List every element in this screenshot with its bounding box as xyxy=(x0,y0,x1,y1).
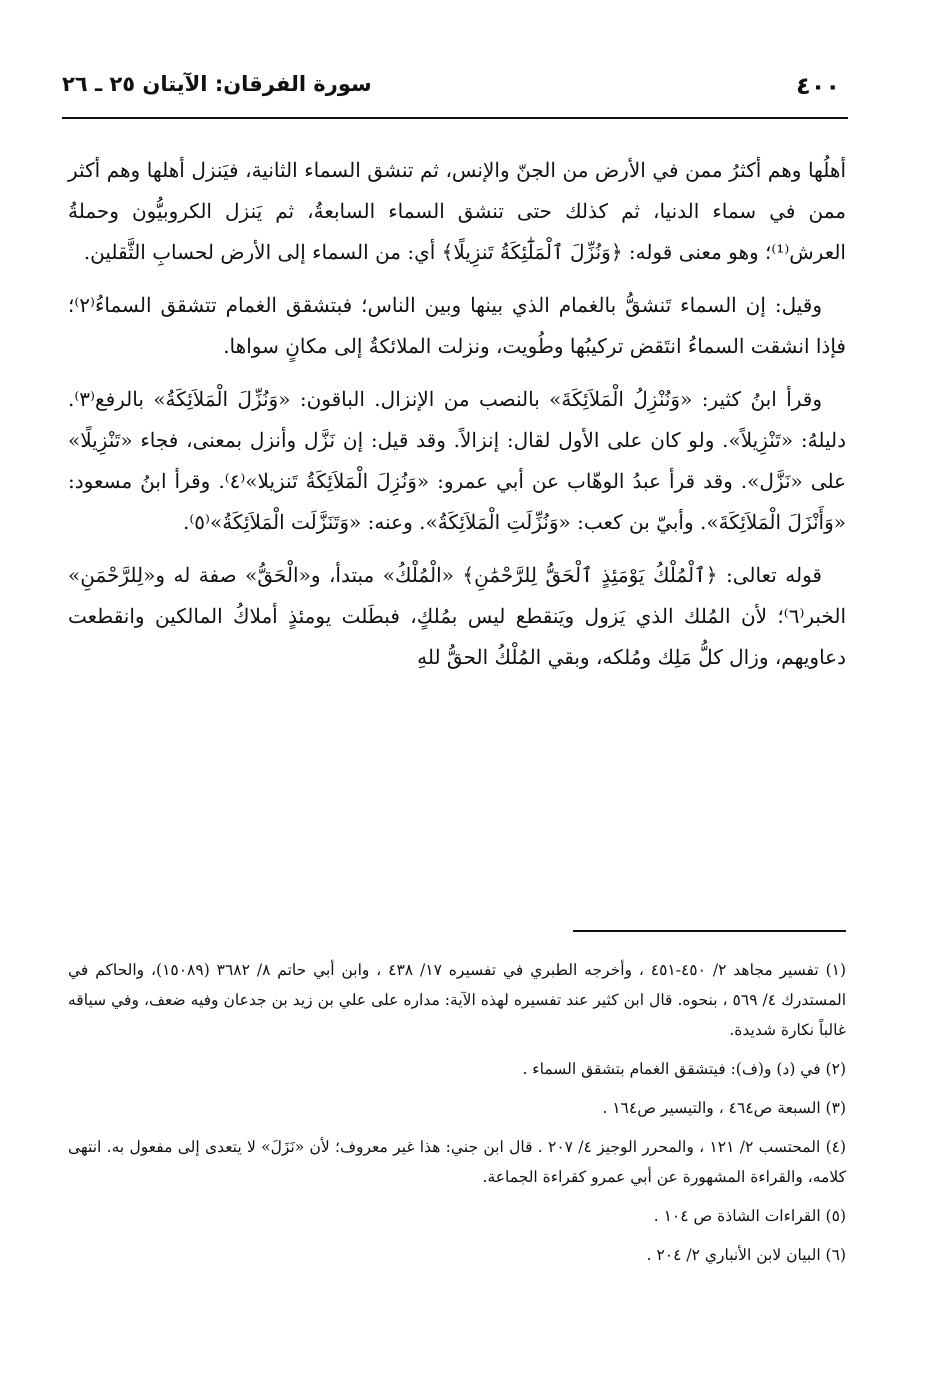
footnote-3: (٣) السبعة ص٤٦٤ ، والتيسير ص١٦٤ . xyxy=(602,1099,846,1117)
footnote-5: (٥) القراءات الشاذة ص ١٠٤ . xyxy=(653,1207,846,1225)
page-header xyxy=(62,62,848,118)
main-text xyxy=(68,150,846,690)
paragraph-4: قوله تعالى: ﴿ٱلْمُلْكُ يَوْمَئِذٍ ٱلْحَقُّ لِلرَّحْمَٰنِ﴾ «الْمُلْكُ» مبتدأ، و«الْحَقُّ» صفة له و«لِلرَّحْمَنِ» الخبر⁽٦⁾؛ لأن المُلك الذي يَزول ويَنقطع ليس بمُلكٍ، فبطَلت يومئذٍ أملاكُ المالكين وانقطعت دعاويهم، وزال كلُّ مَلِك ومُلكه، وبقي المُلْكُ الحقُّ للهِ xyxy=(68,563,846,669)
footnote-1: (١) تفسير مجاهد ٢/ ٤٥٠-٤٥١ ، وأخرجه الطبري في تفسيره ١٧/ ٤٣٨ ، وابن أبي حاتم ٨/ ٣٦٨٢ (١٥٠٨٩)، والحاكم في المستدرك ٤/ ٥٦٩ ، بنحوه. قال ابن كثير عند تفسيره لهذه الآية: مداره على علي بن زيد بن جدعان وفيه ضعف، وفي سياقه غالباً نكارة شديدة. xyxy=(68,961,847,1039)
footnotes xyxy=(68,955,846,1279)
paragraph-2: وقيل: إن السماء تَنشقُّ بالغمام الذي بينها وبين الناس؛ فبتشقق الغمام تتشقق السماءُ⁽٢⁾؛ فإذا انشقت السماءُ انتَقض تركيبُها وطُويت، ونزلت الملائكةُ إلى مكانٍ سواها. xyxy=(68,293,846,358)
paragraph-3: وقرأ ابنُ كثير: «وَنُنْزِلُ الْمَلاَئِكَةَ» بالنصب من الإنزال. الباقون: «وَنُزِّلَ الْمَلاَئِكَةُ» بالرفع⁽٣⁾. دليلهُ: «تَنْزِيلاً». ولو كان على الأول لقال: إنزالاً. وقد قيل: إن نَزَّل وأنزل بمعنى، فجاء «تَنْزِيلًا» على «نَزَّل». وقد قرأ عبدُ الوهّاب عن أبي عمرو: «وَنُزِلَ الْمَلاَئِكَةُ تَنزيلا»⁽٤⁾. وقرأ ابنُ مسعود: «وَأَنْزَلَ الْمَلاَئِكَةَ». وأبيّ بن كعب: «وَنُزِّلَتِ الْمَلاَئِكَةُ». وعنه: «وَتَنَزَّلَت الْمَلاَئِكَةُ»⁽٥⁾. xyxy=(68,387,846,534)
footnote-2: (٢) في (د) و(ف): فيتشقق الغمام بتشقق السماء . xyxy=(522,1060,846,1078)
footnote-4: (٤) المحتسب ٢/ ١٢١ ، والمحرر الوجيز ٤/ ٢٠٧ . قال ابن جني: هذا غير معروف؛ لأن «نَزَلَ» لا يتعدى إلى مفعول به. انتهى كلامه، والقراءة المشهورة عن أبي عمرو كقراءة الجماعة. xyxy=(68,1138,847,1186)
running-title: سورة الفرقان: الآيتان ٢٥ ـ ٢٦ xyxy=(62,72,372,96)
footnote-6: (٦) البيان لابن الأنباري ٢/ ٢٠٤ . xyxy=(646,1246,846,1264)
header-rule xyxy=(62,117,848,119)
paragraph-1: أهلُها وهم أكثرُ ممن في الأرض من الجنّ والإنس، ثم تنشق السماء الثانية، فيَنزل أهلها وهم أكثر ممن في سماء الدنيا، ثم كذلك حتى تنشق السماء السابعةُ، ثم يَنزل الكروبيُّون وحملةُ العرش⁽¹⁾؛ وهو معنى قوله: ﴿وَنُزِّلَ ٱلْمَلَٰٓئِكَةُ تَنزِيلًا﴾ أي: من السماء إلى الأرض لحسابِ الثَّقلين. xyxy=(68,158,846,264)
page-number: ٤٠٠ xyxy=(796,72,840,100)
footnote-separator xyxy=(573,930,846,932)
